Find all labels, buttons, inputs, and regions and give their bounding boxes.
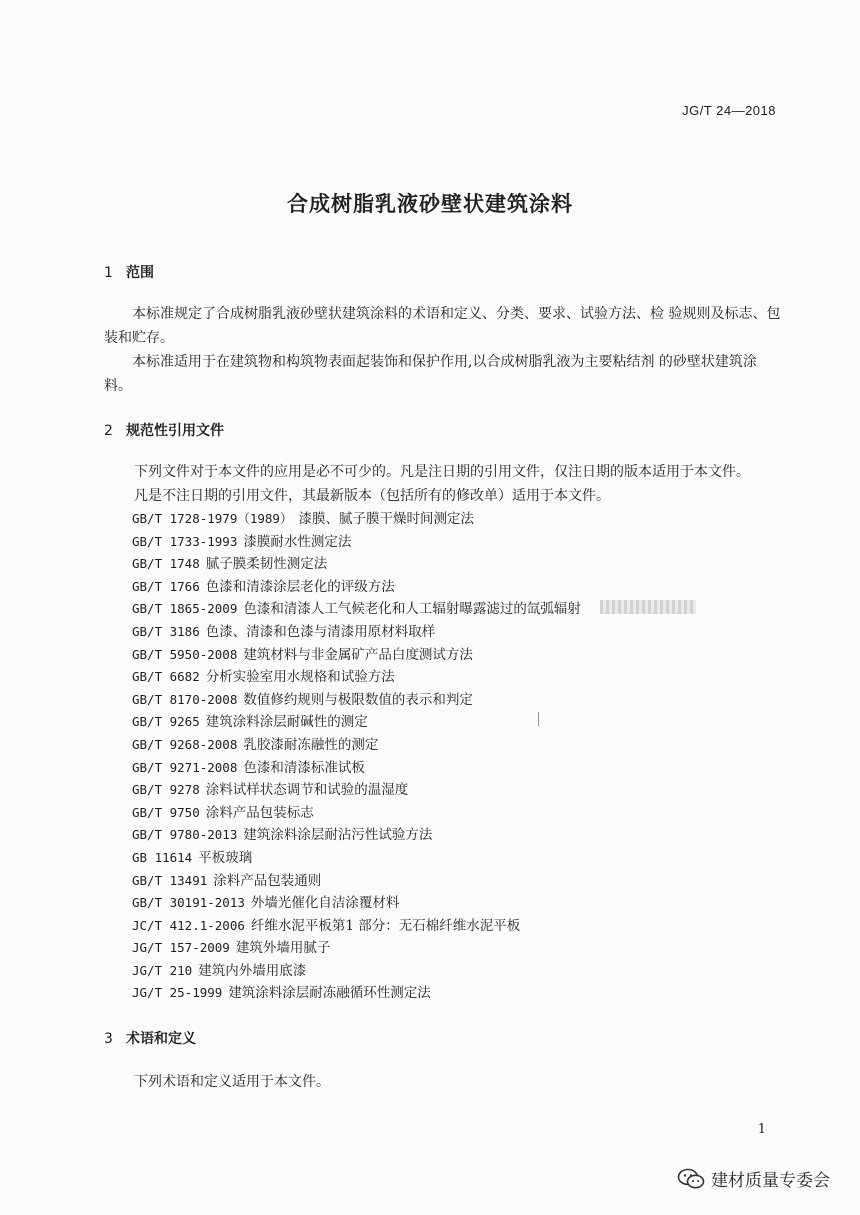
section-number: 2 xyxy=(104,423,113,439)
reference-code: GB/T 9780-2013 xyxy=(132,827,238,843)
reference-item xyxy=(132,508,581,531)
reference-title: 分析实验室用水规格和试验方法 xyxy=(205,669,395,686)
reference-code: GB/T 9750 xyxy=(132,804,200,820)
reference-code: GB/T 9278 xyxy=(132,782,200,798)
reference-code: GB 11614 xyxy=(132,849,193,865)
reference-title: 漆膜耐水性测定法 xyxy=(243,533,352,550)
page-title: 合成树脂乳液砂壁状建筑涂料 xyxy=(287,192,573,216)
scope-paragraph-2: 本标准适用于在建筑物和构筑物表面起装饰和保护作用,以合成树脂乳液为主要粘结剂 的砂壁状建筑涂料。 xyxy=(104,354,757,394)
reference-item xyxy=(132,937,581,960)
section-heading-terms xyxy=(104,1028,196,1048)
reference-code: GB/T 1748 xyxy=(132,556,200,572)
reference-code: JG/T 25-1999 xyxy=(132,985,223,1001)
reference-title: 建筑外墙用腻子 xyxy=(235,940,331,957)
reference-code: GB/T 9271-2008 xyxy=(132,759,238,775)
reference-title: 建筑材料与非金属矿产品白度测试方法 xyxy=(243,646,473,663)
reference-title: 涂料产品包装标志 xyxy=(205,804,314,821)
reference-title: 色漆和清漆涂层老化的评级方法 xyxy=(205,578,395,595)
standard-code: JG/T 24—2018 xyxy=(682,103,776,118)
reference-item xyxy=(132,621,581,644)
reference-item xyxy=(132,915,581,938)
reference-item xyxy=(132,734,581,757)
reference-title: 腻子膜柔韧性测定法 xyxy=(205,556,328,573)
reference-item xyxy=(132,802,581,825)
reference-code: JG/T 210 xyxy=(132,962,193,978)
section-title: 范围 xyxy=(126,265,154,281)
reference-code: GB/T 1728-1979（1989） xyxy=(132,511,293,526)
section-title: 规范性引用文件 xyxy=(126,423,224,439)
page-number: 1 xyxy=(757,1122,766,1137)
reference-item xyxy=(132,711,581,734)
reference-item xyxy=(132,757,581,780)
reference-item xyxy=(132,892,581,915)
reference-item xyxy=(132,531,581,554)
reference-item xyxy=(132,847,581,870)
scope-paragraph-1: 本标准规定了合成树脂乳液砂壁状建筑涂料的术语和定义、分类、要求、试验方法、检 验规则及标志、包装和贮存。 xyxy=(104,306,781,346)
reference-item xyxy=(132,779,581,802)
reference-title: 乳胶漆耐冻融性的测定 xyxy=(243,736,379,753)
reference-title: 建筑涂料涂层耐碱性的测定 xyxy=(205,714,368,731)
reference-code: GB/T 30191-2013 xyxy=(132,895,245,911)
section-number: 1 xyxy=(104,265,113,281)
reference-title: 纤维水泥平板第1 部分：无石棉纤维水泥平板 xyxy=(250,917,521,934)
scan-smudge xyxy=(600,600,696,614)
reference-code: GB/T 1733-1993 xyxy=(132,533,238,549)
reference-code: GB/T 3186 xyxy=(132,623,200,639)
reference-code: GB/T 5950-2008 xyxy=(132,646,238,662)
reference-code: GB/T 8170-2008 xyxy=(132,691,238,707)
reference-item xyxy=(132,553,581,576)
reference-item xyxy=(132,870,581,893)
reference-title: 建筑涂料涂层耐沾污性试验方法 xyxy=(243,827,433,844)
reference-code: GB/T 1865-2009 xyxy=(132,601,238,617)
watermark-text: 建材质量专委会 xyxy=(711,1171,830,1191)
reference-item xyxy=(132,824,581,847)
reference-item xyxy=(132,576,581,599)
reference-item xyxy=(132,982,581,1005)
reference-item xyxy=(132,666,581,689)
scan-mark xyxy=(538,712,539,726)
section-heading-references xyxy=(104,420,224,440)
wechat-icon xyxy=(677,1168,705,1190)
reference-item xyxy=(132,644,581,667)
reference-title: 涂料试样状态调节和试验的温湿度 xyxy=(205,782,409,799)
reference-title: 平板玻璃 xyxy=(198,849,253,866)
reference-code: GB/T 9268-2008 xyxy=(132,736,238,752)
reference-title: 色漆、清漆和色漆与清漆用原材料取样 xyxy=(205,623,436,640)
reference-title: 漆膜、腻子膜干燥时间测定法 xyxy=(298,511,474,527)
reference-item xyxy=(132,689,581,712)
reference-title: 建筑内外墙用底漆 xyxy=(198,962,307,979)
reference-title: 数值修约规则与极限数值的表示和判定 xyxy=(243,691,473,708)
reference-title: 色漆和清漆人工气候老化和人工辐射曝露滤过的氙弧辐射 xyxy=(243,601,581,618)
reference-code: GB/T 13491 xyxy=(132,872,208,888)
reference-title: 色漆和清漆标准试板 xyxy=(243,759,365,776)
reference-title: 外墙光催化自洁涂覆材料 xyxy=(250,895,400,912)
reference-code: JG/T 157-2009 xyxy=(132,940,230,956)
section-heading-scope xyxy=(104,262,154,282)
reference-list xyxy=(132,508,581,1005)
watermark xyxy=(677,1166,830,1191)
reference-item xyxy=(132,598,581,621)
reference-title: 建筑涂料涂层耐冻融循环性测定法 xyxy=(228,985,431,1002)
reference-code: GB/T 1766 xyxy=(132,578,200,594)
section-number: 3 xyxy=(104,1031,113,1047)
section-title: 术语和定义 xyxy=(126,1031,196,1047)
references-intro: 下列文件对于本文件的应用是必不可少的。凡是注日期的引用文件，仅注日期的版本适用于本文件。凡是不注日期的引用文件，其最新版本（包括所有的修改单）适用于本文件。 xyxy=(134,464,750,504)
reference-title: 涂料产品包装通则 xyxy=(213,872,322,889)
reference-code: GB/T 6682 xyxy=(132,669,200,685)
reference-code: GB/T 9265 xyxy=(132,714,200,730)
terms-intro: 下列术语和定义适用于本文件。 xyxy=(134,1074,330,1090)
reference-code: JC/T 412.1-2006 xyxy=(132,917,245,933)
reference-item xyxy=(132,960,581,983)
